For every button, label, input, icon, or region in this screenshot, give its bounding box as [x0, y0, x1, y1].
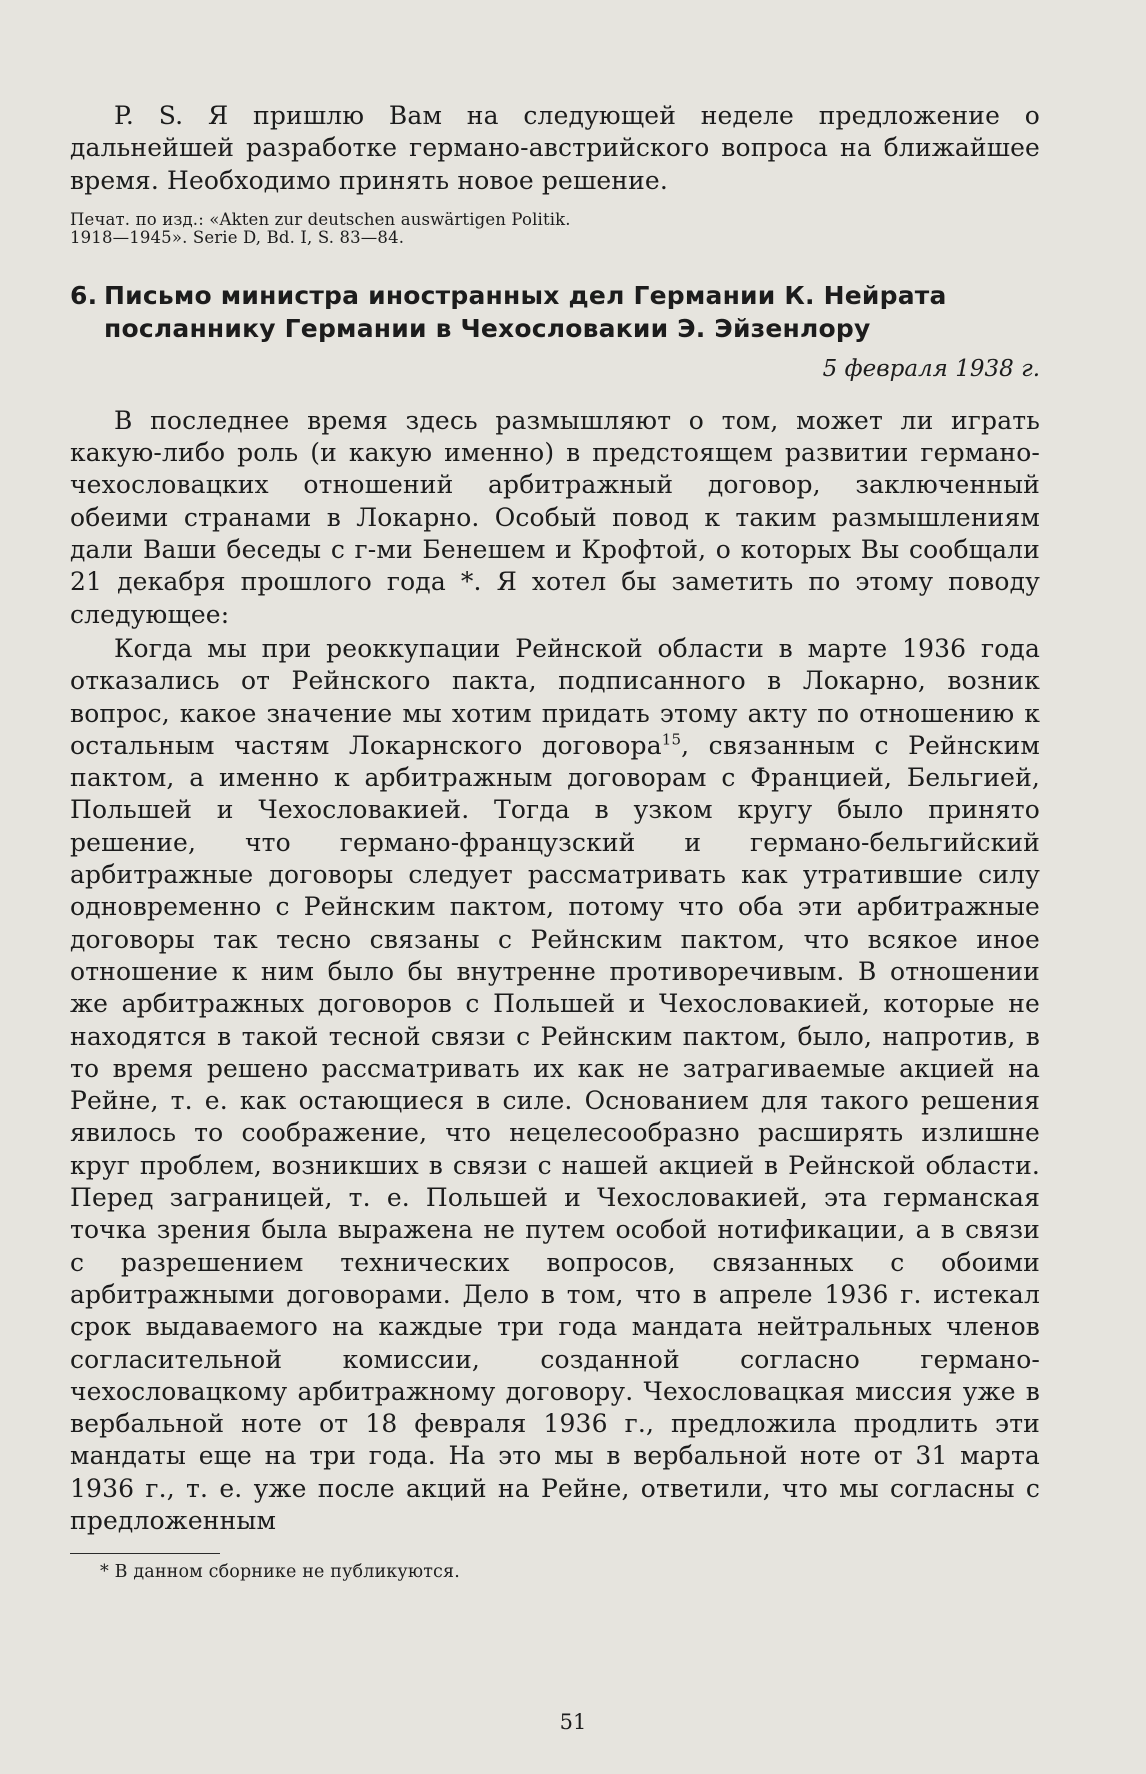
page-number: 51: [559, 1710, 587, 1734]
postscript-paragraph: P. S. Я пришлю Вам на следующей неделе предложение о дальнейшей разработке германо-австрийского вопроса на ближайшее время. Необходимо принять новое решение.: [70, 101, 1040, 195]
footnote-divider: [70, 1553, 220, 1554]
body-paragraph-1: В последнее время здесь размышляют о том, может ли играть какую-либо роль (и какую именно) в предстоящем развитии германо-чехословацких отношений арбитражный договор, заключенный обеими странами в Локарно. Особый повод к таким размышлениям дали Ваши беседы с г-ми Бенешем и Крофтой, о которых Вы сообщали 21 декабря прошлого года *. Я хотел бы заметить по этому поводу следующее:: [70, 405, 1040, 629]
document-heading: [70, 279, 1040, 345]
source-citation: Печат. по изд.: «Akten zur deutschen auswärtigen Politik. 1918—1945». Serie D, Bd. I, S. 83—84.: [70, 209, 571, 247]
page-content: [70, 100, 1040, 1584]
document-title-line1: Письмо министра иностранных дел Германии К. Нейрата: [104, 280, 947, 310]
body-paragraph-2-part1: Когда мы при реоккупации Рейнской области в марте 1936 года отказались от Рейнского пакта, подписанного в Локарно, возник вопрос, какое значение мы хотим придать этому акту по отношению к остальным частям Локарнского договора: [70, 633, 1040, 760]
footnote: * В данном сборнике не публикуются.: [100, 1562, 460, 1583]
reference-superscript: 15: [661, 730, 682, 749]
document-number: 6.: [70, 280, 98, 310]
document-date: 5 февраля 1938 г.: [822, 355, 1040, 382]
document-title-line2: посланнику Германии в Чехословакии Э. Эйзенлору: [104, 313, 871, 343]
body-paragraph-2-part2: , связанным с Рейнским пактом, а именно к арбитражным договорам с Францией, Бельгией, Польшей и Чехословакией. Тогда в узком кругу было принято решение, что германо-французский и германо-бельгийский арбитражные договоры следует рассматривать как утратившие силу одновременно с Рейнским пактом, потому что оба эти арбитражные договоры так тесно связаны с Рейнским пактом, что всякое иное отношение к ним было бы внутренне противоречивым. В отношении же арбитражных договоров с Польшей и Чехословакией, которые не находятся в такой тесной связи с Рейнским пактом, было, напротив, в то время решено рассматривать их как не затрагиваемые акцией на Рейне, т. е. как остающиеся в силе. Основанием для такого решения явилось то соображение, что нецелесообразно расширять излишне круг проблем, возникших в связи с нашей акцией в Рейнской области. Перед заграницей, т. е. Польшей и Чехословакией, эта германская точка зрения была выражена не путем особой нотификации, а в связи с разрешением технических вопросов, связанных с обоими арбитражными договорами. Дело в том, что в апреле 1936 г. истекал срок выдаваемого на каждые три года мандата нейтральных членов согласительной комиссии, созданной согласно германо-чехословацкому арбитражному договору. Чехословацкая миссия уже в вербальной ноте от 18 февраля 1936 г., предложила продлить эти мандаты еще на три года. На это мы в вербальной ноте от 31 марта 1936 г., т. е. уже после акций на Рейне, ответили, что мы согласны с предложенным: [70, 730, 1040, 1535]
body-paragraph-2: [70, 633, 1040, 1537]
